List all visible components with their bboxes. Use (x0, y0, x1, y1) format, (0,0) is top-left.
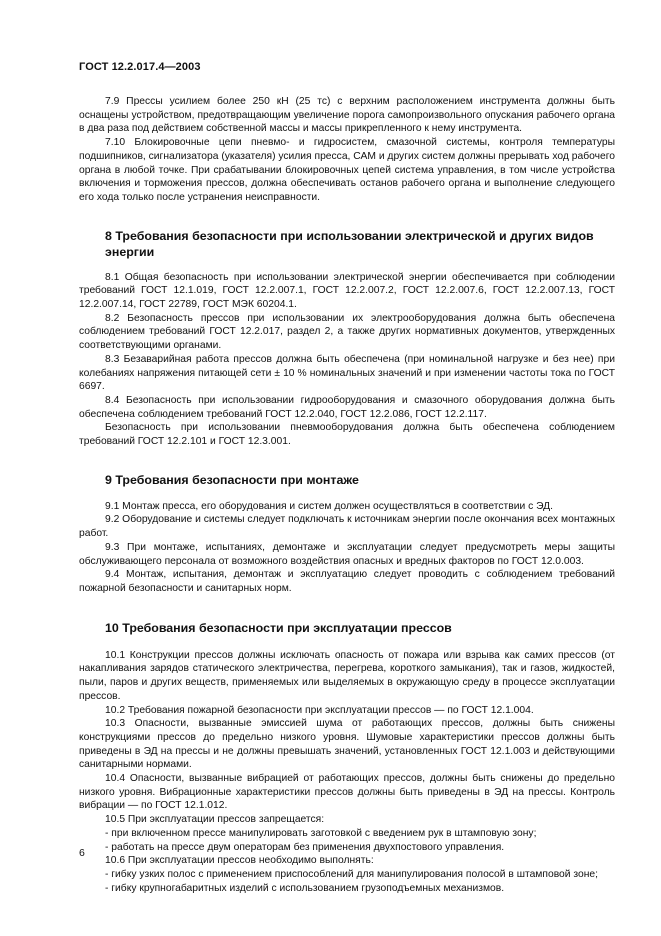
list-item-10-5-b: - работать на прессе двум операторам без применения двухпостового управления. (105, 841, 505, 853)
paragraph-10-3: 10.3 Опасности, вызванные эмиссией шума от работающих прессов, должны быть снижены конструкциями прессов до предельно низкого уровня. Шумовые характеристики прессов должны быть приведены в ЭД на прессы и не должны превышать значений, установленных ГОСТ 12.1.003 и действующими санитарными нормами. (79, 718, 615, 771)
running-head: ГОСТ 12.2.017.4—2003 (79, 61, 201, 73)
list-item-10-6-b: - гибку крупногабаритных изделий с использованием грузоподъемных механизмов. (105, 882, 505, 894)
paragraph-9-1: 9.1 Монтаж пресса, его оборудования и систем должен осуществляться в соответствии с ЭД. (105, 500, 553, 512)
paragraph-7-10: 7.10 Блокировочные цепи пневмо- и гидросистем, смазочной системы, контроля температуры подшипников, сигнализатора (указателя) усилия пресса, САМ и других систем должны прерывать ход рабочего органа в любой точке. При срабатывании блокировочных цепей система управления, в том числе устройства включения и торможения прессов, должна обеспечивать останов рабочего органа и выполнение следующего его хода только после устранения неисправности. (79, 137, 615, 203)
section-title-8: 8 Требования безопасности при использовании электрической и других видов энергии (105, 228, 594, 259)
paragraph-10-5: 10.5 При эксплуатации прессов запрещается: (105, 814, 325, 826)
page-number: 6 (79, 847, 85, 859)
paragraph-9-3: 9.3 При монтаже, испытаниях, демонтаже и эксплуатации следует предусмотреть меры защиты обслуживающего персонала от возможного воздействия опасных и вредных факторов по ГОСТ 12.0.003. (79, 541, 615, 567)
list-item-10-5-a: - при включенном прессе манипулировать заготовкой с введением рук в штамповую зону; (105, 827, 537, 839)
section-title-9: 9 Требования безопасности при монтаже (105, 472, 359, 487)
paragraph-10-2: 10.2 Требования пожарной безопасности при эксплуатации прессов — по ГОСТ 12.1.004. (105, 704, 534, 716)
paragraph-9-4: 9.4 Монтаж, испытания, демонтаж и эксплуатацию следует проводить с соблюдением требований пожарной безопасности и санитарных норм. (79, 569, 615, 594)
paragraph-8-4-pneumo: Безопасность при использовании пневмооборудования должна быть обеспечена соблюдением требований ГОСТ 12.2.101 и ГОСТ 12.3.001. (79, 422, 615, 448)
paragraph-10-6: 10.6 При эксплуатации прессов необходимо выполнять: (105, 855, 374, 867)
paragraph-8-4: 8.4 Безопасность при использовании гидрооборудования и смазочного оборудования должна быть обеспечена соблюдением требований ГОСТ 12.2.040, ГОСТ 12.2.086, ГОСТ 12.2.117. (79, 394, 615, 420)
paragraph-8-1: 8.1 Общая безопасность при использовании электрической энергии обеспечивается при соблюдении требований ГОСТ 12.1.019, ГОСТ 12.2.007.1, ГОСТ 12.2.007.2, ГОСТ 12.2.007.6, ГОСТ 12.2.007.13, ГОСТ 12.2.007.14, ГОСТ 22789, ГОСТ МЭК 60204.1. (79, 271, 615, 311)
paragraph-10-4: 10.4 Опасности, вызванные вибрацией от работающих прессов, должны быть снижены до предельно низкого уровня. Вибрационные характеристики прессов должны быть приведены в ЭД на прессы. Контроль вибрации — по ГОСТ 12.1.012. (79, 773, 615, 812)
paragraph-9-2: 9.2 Оборудование и системы следует подключать к источникам энергии после окончания всех монтажных работ. (79, 514, 615, 540)
paragraph-8-3: 8.3 Безаварийная работа прессов должна быть обеспечена (при номинальной нагрузке и без нее) при колебаниях напряжения питающей сети ± 10 % номинальных значений и при изменении частоты тока по ГОСТ 6697. (79, 353, 615, 393)
section-title-10: 10 Требования безопасности при эксплуатации прессов (105, 620, 452, 635)
page-content (79, 95, 615, 895)
paragraph-10-1: 10.1 Конструкции прессов должны исключать опасность от пожара или взрыва как самих прессов (от накапливания зарядов статического электричества, перегрева, короткого замыкания), так и газов, жидкостей, пыли, паров и других веществ, применяемых или выделяемых в окружающую среду в процессе эксплуатации прессов. (79, 649, 615, 702)
paragraph-7-9: 7.9 Прессы усилием более 250 кН (25 тс) с верхним расположением инструмента должны быть оснащены устройством, предотвращающим увеличение порога самопроизвольного опускания рабочего органа в два раза под действием собственной массы и массы прикрепленного к нему инструмента. (79, 96, 615, 135)
list-item-10-6-a: - гибку узких полос с применением приспособлений для манипулирования полосой в штамповой зоне; (105, 868, 598, 880)
paragraph-8-2: 8.2 Безопасность прессов при использовании их электрооборудования должна быть обеспечена соблюдением требований ГОСТ 12.2.017, раздел 2, а также других нормативных документов, утвержденных соответствующими органами. (79, 312, 615, 352)
